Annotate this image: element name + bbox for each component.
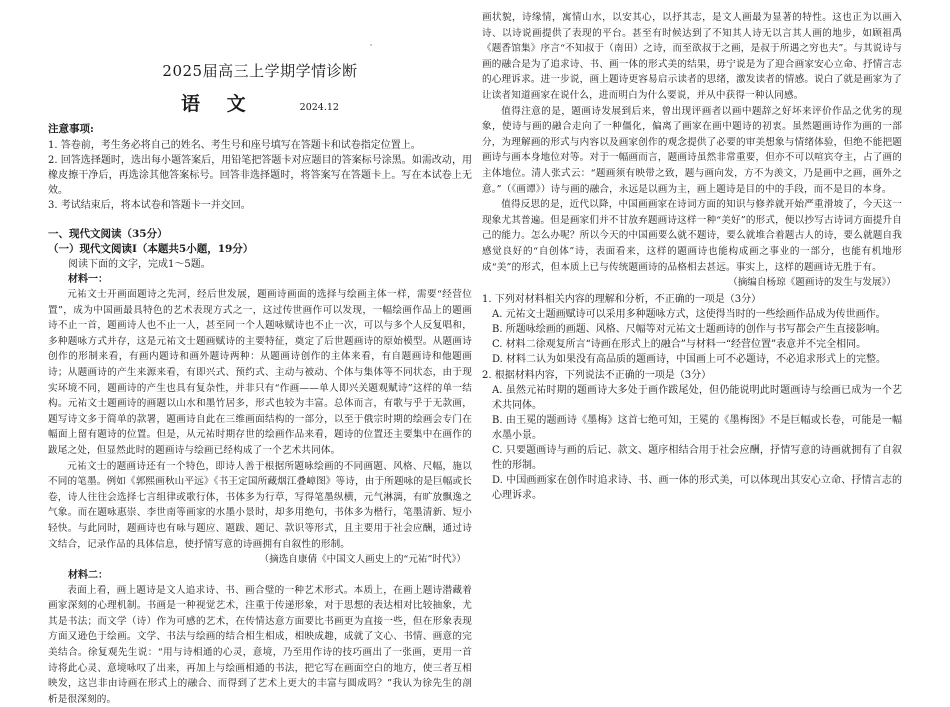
- exam-title: 2025届高三上学期学情诊断: [162, 62, 358, 80]
- exam-date: 2024.12: [299, 102, 339, 113]
- notice-item: 2. 回答选择题时，选出每小题答案后，用铅笔把答题卡对应题目的答案标号涂黑。如需改动，用橡皮擦干净后，再选涂其他答案标号。回答非选择题时，将答案写在答题卡上。写在本试卷上无效。: [48, 155, 472, 196]
- material-1-title: 材料一：: [68, 274, 108, 285]
- sub-heading: （一）现代文阅读Ⅰ（本题共5小题，19分）: [48, 243, 254, 255]
- right-column: [482, 0, 902, 672]
- material-2-paragraph: 值得注意的是，题画诗发展到后来，曾出现评画者以画中题辞之好坏来评价作品之优劣的现象，使诗与画的融合走向了一种僵化，偏离了画家在画中题诗的初衷。虽然题画诗作为画的一部分，为理解画的形式与内容以及画家创作的观念提供了必要的审美想象与情绪体验，但绝不能把题画诗与画本身地位对等。对于一幅画而言，题画诗虽然非常重要，但亦不可以喧宾夺主，占了画的主体地位。清人张式云：“题画须有映带之致，题与画向发，方不为羡文，乃是画中之画，画外之意。”（《画谭》）诗与画的融合，永远是以画为主，画上题诗是目的中的手段，而不是目的本身。: [482, 105, 902, 195]
- material-1-source: （摘选自康倩《中国文人画史上的“元祐”时代》）: [259, 554, 466, 566]
- material-2-paragraph: 值得反思的是，近代以降，中国画画家在诗词方面的知识与修养就开始严重滑坡了，今天这一现象尤其普遍。但是画家们并不甘放弃题画诗这样一种“美好”的形式，便以抄写古诗词方面提升自己的能力。怎么办呢？所以今天的中国画要么就不题诗，要么就堆合着题古人的诗，要么就题自我感觉良好的“自创体”诗，表面看来，这样的题画诗也能构成画之事业的一部分，也能有机地形成“美”的形式，但本质上已与传统题画诗的品格相去甚远。事实上，这样的题画诗无胜于有。: [482, 199, 902, 273]
- subject-title: 语 文: [181, 93, 256, 115]
- notice-item: 1. 答卷前，考生务必将自己的姓名、考生号和座号填写在答题卡和试卷指定位置上。: [48, 140, 421, 151]
- question-2-stem: 2. 根据材料内容，下列说法不正确的一项是（3分）: [482, 369, 712, 381]
- material-1-paragraph: 元祐文士的题画诗还有一个特色，即诗人善于根据所题咏绘画的不同画题、风格、尺幅，施以不同的笔墨。例如《郭熙画秋山平远》《书王定国所藏烟江叠嶂图》等诗，由于所题咏的是巨幅或长卷，诗人往往会选择七言组律或歌行体，书体多为行草，写得笔墨纵横，元气淋漓，有旷放飘逸之气象。而在题咏惠崇、李世南等画家的水墨小景时，却多用绝句，书体多为楷行，笔墨清新、短小轻快。与此同时，题画诗也有咏与题应、题跋、题记、款识等形式，且主要用于社会应酬，通过诗文结合，记录作品的具体信息，使抒情写意的诗画拥有自叙性的形制。: [48, 460, 472, 550]
- material-2-paragraph: 表面上看，画上题诗是文人追求诗、书、画合璧的一种艺术形式。本质上，在画上题诗潜藏着画家深刻的心理机制。书画是一种视觉艺术，注重于传递形象，对于思想的表达相对比较抽象，尤其是书法；而文学（诗）作为可感的艺术，在传情达意方面要比书画更为直接一些，但在形象表现方面又逊色于绘画。文学、书法与绘画的结合相生相成，相映成趣，成就了文心、书情、画意的完美结合。徐复观先生说：“用与诗相通的心灵，意境，乃至用作诗的技巧画出了一张画，更用一首诗将此心灵、意境咏叹了出来，再加上与绘画相通的书法，把它写在画面空白的地方，使三者互相映发，这岂非由诗画在形式上的融合、而得到了艺术上更大的丰富与圆成吗？”我认为徐先生的剖析是很深刻的。: [48, 584, 472, 705]
- question-2-option-d: D. 中国画画家在创作时追求诗、书、画一体的形式美，可以体现出其安心立命、抒情言志的心理诉求。: [492, 474, 902, 501]
- question-1-option-c: C. 材料二徐观复所言“诗画在形式上的融合”与材料一“经营位置”表意并不完全相同。: [492, 338, 867, 350]
- material-2-paragraph: 画状貌，诗缘情，寓情山水，以安其心，以抒其志，是文人画最为显著的特性。这也正为以画入诗、以诗说画提供了表现的平台。甚至有时候达到了不知其人诗无以言其人画的地步，如顾祖禹《题香馆集》序言“不知叔于（南田）之诗，而至欲叔于之画，是叔于所遇之穷也夫”。与其说诗与画的融合是为了追求诗、书、画一体的形式美的结果，毋宁说是为了迎合画家安心立命、抒情言志的心理诉求。进一步说，画上题诗更容易启示读者的思绪，激发读者的情感。说白了就是画家为了让读者知道画家在说什么，进而明白为什么要说，并从中获得一种认同感。: [482, 12, 902, 101]
- question-1-option-d: D. 材料二认为如果没有高品质的题画诗，中国画上可不必题诗，不必追求形式上的完整。: [492, 353, 887, 365]
- material-2-title: 材料二：: [68, 569, 108, 581]
- reading-instruction: 阅读下面的文字，完成1～5题。: [68, 259, 211, 270]
- question-1-option-b: B. 所题咏绘画的画题、风格、尺幅等对元祐文士题画诗的创作与书写都会产生直接影响。: [492, 323, 886, 335]
- notice-item: 3. 考试结束后，将本试卷和答题卡一并交回。: [48, 200, 251, 211]
- section-heading: 一、现代文阅读（35分）: [48, 228, 168, 240]
- question-2-option-b: B. 由王冕的题画诗《墨梅》这首七绝可知，王冕的《墨梅图》不是巨幅或长卷，可能是一幅水墨小景。: [492, 414, 902, 441]
- material-2-source: （摘编自杨琼《题画诗的发生与发展》）: [728, 277, 896, 289]
- subject-row: [48, 89, 472, 116]
- left-column: [48, 0, 472, 705]
- notice-title: 注意事项:: [48, 123, 94, 135]
- question-1-stem: 1. 下列对材料相关内容的理解和分析，不正确的一项是（3分）: [482, 293, 762, 305]
- question-2-option-c: C. 只要题画诗与画的后记、款文、题序相结合用于社会应酬，抒情写意的诗画就拥有了自叙性的形制。: [492, 444, 902, 471]
- question-2-option-a: A. 虽然元祐时期的题画诗大多处于画作跋尾处，但仍能说明此时题画诗与绘画已成为一个艺术共同体。: [492, 384, 902, 411]
- question-1-option-a: A. 元祐文士题画赋诗可以采用多种题咏方式，这使得当时的一些绘画作品成为传世画作。: [492, 308, 886, 320]
- material-1-paragraph: 元祐文士开画面题诗之先河，经后世发展，题画诗画面的选择与绘画主体一样，需要“经营位置”，成为中国画最具特色的艺术表现方式之一，这过传世画作可以发现，一幅绘画作品上的题画诗不止一首，题画诗人也不止一人，甚至同一个人题咏赋诗也不止一次，可以与多个人反复唱和，多种题咏方式并存，这是元祐文士题画赋诗的主要特征，奠定了后世题画诗的原始模型。从题画诗创作的形制来看，有画内题诗和画外题诗两种：从题画诗创作的主体来看，有自题画诗和他题画诗；从题画诗的产生来源来看，有即兴式、预约式、主动与被动、个体与集体等不同状态，由于现实环境不同，题画诗的产生也具有复杂性，并非只有“作画——单人即兴关题观赋诗”这样的单一结构。元祐文士题画诗的画题以山水和墨竹居多，形式也较为丰富。总体而言，有歌与乎于无款画，题写诗文多于简单的款署，题画诗自此在三维画面结构的一部分，以至于俄宗时期的绘画会专门在幅面上留有题诗的位置。但是，从元祐时期存世的绘画作品来看，题诗的位置还主要集中在画作的跋尾之处，但显然此时的题画诗与绘画已经构成了一个艺术共同体。: [48, 289, 472, 456]
